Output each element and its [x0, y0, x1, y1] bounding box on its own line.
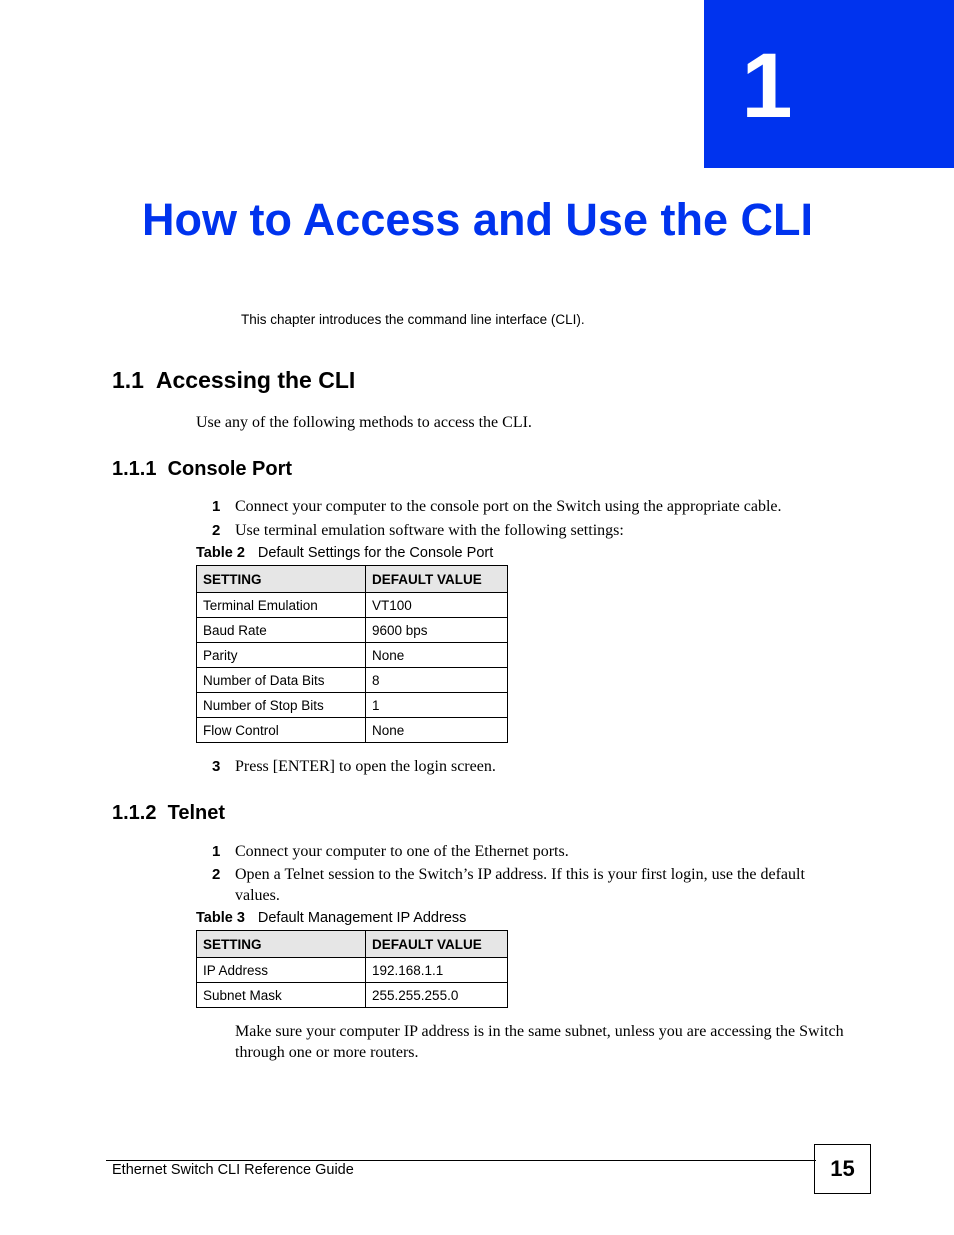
- column-header: DEFAULT VALUE: [366, 566, 508, 593]
- list-item: [212, 841, 842, 862]
- table-row: [197, 718, 508, 743]
- column-header: SETTING: [197, 566, 366, 593]
- chapter-title: How to Access and Use the CLI: [142, 194, 813, 245]
- table-cell: 8: [366, 668, 508, 693]
- management-ip-table: [196, 930, 508, 1008]
- table-cell: Parity: [197, 643, 366, 668]
- table-cell: Subnet Mask: [197, 983, 366, 1008]
- step-text: Connect your computer to one of the Ethernet ports.: [235, 843, 569, 860]
- step-text: Use terminal emulation software with the following settings:: [235, 522, 624, 539]
- table-row: [197, 668, 508, 693]
- table-row: [197, 643, 508, 668]
- step-number: 3: [212, 758, 221, 775]
- table-row: [197, 593, 508, 618]
- table-cell: 9600 bps: [366, 618, 508, 643]
- section-heading-accessing-cli: 1.1 Accessing the CLI: [112, 367, 356, 393]
- step-text: Open a Telnet session to the Switch’s IP address. If this is your first login, use the default values.: [235, 866, 805, 904]
- table-header-row: [197, 931, 508, 958]
- table-cell: 192.168.1.1: [366, 958, 508, 983]
- table-row: [197, 983, 508, 1008]
- step-text: Press [ENTER] to open the login screen.: [235, 758, 496, 775]
- table-cell: Flow Control: [197, 718, 366, 743]
- list-item: [212, 864, 840, 906]
- chapter-number: 1: [741, 35, 793, 137]
- footer-guide-title: Ethernet Switch CLI Reference Guide: [112, 1162, 354, 1178]
- table-row: [197, 958, 508, 983]
- note-text: Make sure your computer IP address is in the same subnet, unless you are accessing the Switch through one or more routers.: [235, 1023, 844, 1061]
- column-header: SETTING: [197, 931, 366, 958]
- table-cell: 1: [366, 693, 508, 718]
- table-cell: Baud Rate: [197, 618, 366, 643]
- footer-divider: [106, 1160, 816, 1161]
- table-cell: Number of Data Bits: [197, 668, 366, 693]
- list-item: [212, 520, 842, 541]
- table-cell: Number of Stop Bits: [197, 693, 366, 718]
- column-header: DEFAULT VALUE: [366, 931, 508, 958]
- table-caption-label: Table 2: [196, 545, 245, 561]
- table-caption: [196, 545, 493, 561]
- table-cell: None: [366, 643, 508, 668]
- table-cell: 255.255.255.0: [366, 983, 508, 1008]
- step-number: 2: [212, 866, 221, 883]
- list-item: [212, 496, 842, 517]
- list-item: [212, 756, 842, 777]
- table-caption: [196, 910, 466, 926]
- table-caption-text: Default Settings for the Console Port: [257, 545, 494, 561]
- console-port-settings-table: [196, 565, 508, 743]
- step-number: 1: [212, 498, 221, 515]
- table-cell: Terminal Emulation: [197, 593, 366, 618]
- section-intro-text: Use any of the following methods to access the CLI.: [196, 414, 532, 431]
- page-number: 15: [814, 1144, 871, 1194]
- table-cell: IP Address: [197, 958, 366, 983]
- table-header-row: [197, 566, 508, 593]
- step-number: 2: [212, 522, 221, 539]
- step-number: 1: [212, 843, 221, 860]
- table-row: [197, 618, 508, 643]
- table-caption-label: Table 3: [196, 910, 245, 926]
- table-cell: VT100: [366, 593, 508, 618]
- table-cell: None: [366, 718, 508, 743]
- table-caption-text: Default Management IP Address: [257, 910, 467, 926]
- chapter-intro: This chapter introduces the command line interface (CLI).: [241, 312, 585, 327]
- table-row: [197, 693, 508, 718]
- step-text: Connect your computer to the console port on the Switch using the appropriate cable.: [235, 498, 782, 515]
- section-heading-console-port: 1.1.1 Console Port: [112, 458, 293, 480]
- section-heading-telnet: 1.1.2 Telnet: [112, 802, 226, 824]
- chapter-number-box: [704, 0, 954, 168]
